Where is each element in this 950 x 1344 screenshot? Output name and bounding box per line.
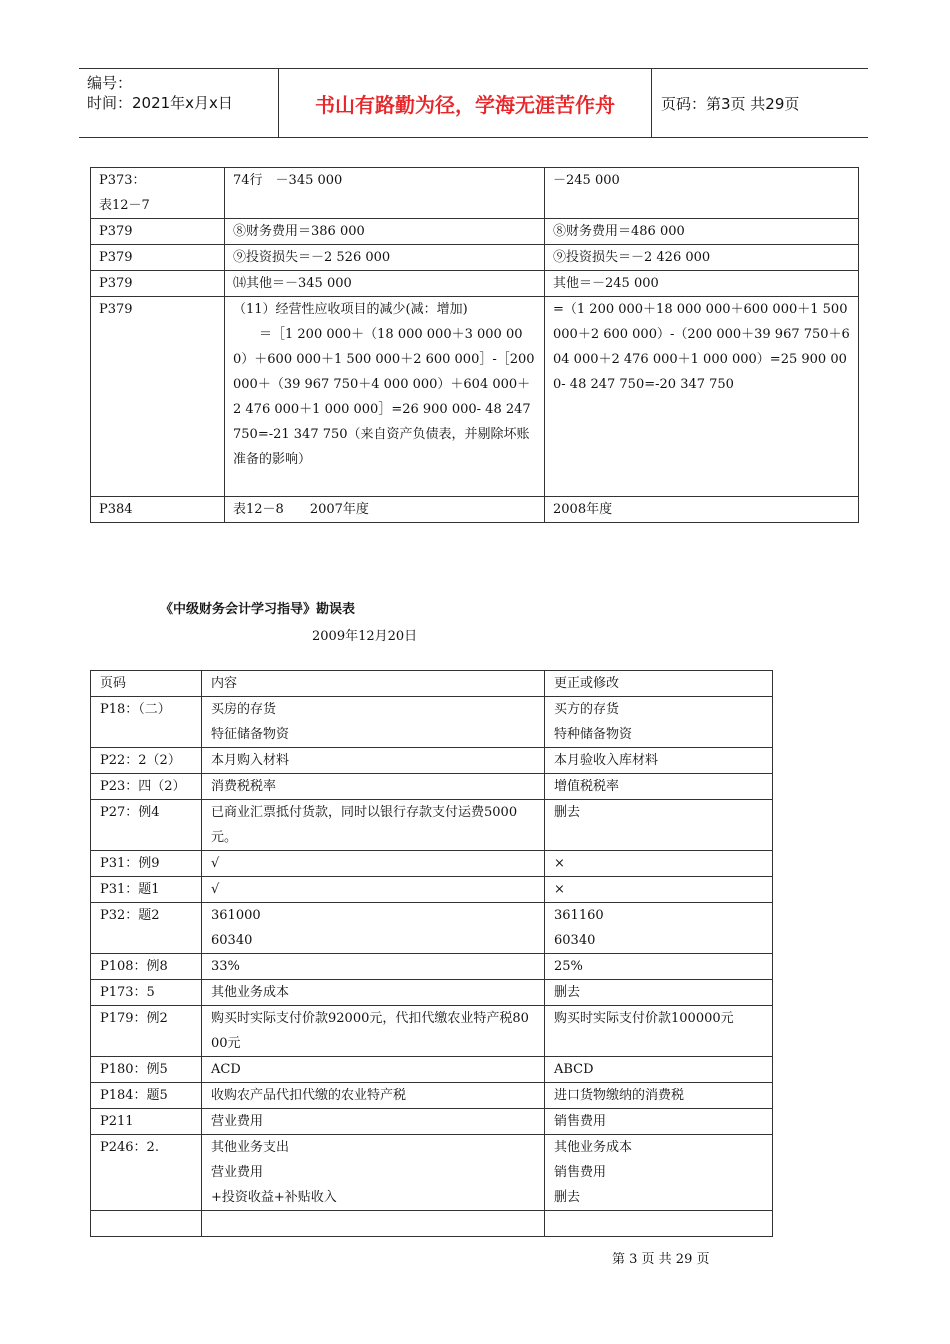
cell-page: P379: [91, 271, 225, 297]
cell-content: 收购农产品代扣代缴的农业特产税: [202, 1083, 545, 1109]
cell-content: 361000 60340: [202, 903, 545, 954]
cell-correction: 进口货物缴纳的消费税: [545, 1083, 773, 1109]
cell-correction: 361160 60340: [545, 903, 773, 954]
table-row: [91, 980, 773, 1006]
cell-content: 74行 －345 000: [225, 168, 545, 219]
cell-content: [202, 1211, 545, 1237]
table-row: [91, 1211, 773, 1237]
cell-correction: =（1 200 000＋18 000 000＋600 000＋1 500 000＋2 600 000）-（200 000＋39 967 750＋604 000＋2 476 000＋1 000 000）=25 900 000- 48 247 750=-20 347 750: [545, 297, 859, 497]
cell-page: P179：例2: [91, 1006, 202, 1057]
cell-correction: 删去: [545, 980, 773, 1006]
cell-correction: [545, 1211, 773, 1237]
cell-page: P23：四（2）: [91, 774, 202, 800]
header-cell-correction: 更正或修改: [545, 671, 773, 697]
header-cell-page: 页码: [91, 671, 202, 697]
cell-content: ⑧财务费用＝386 000: [225, 219, 545, 245]
cell-content: √: [202, 877, 545, 903]
cell-content: 其他业务成本: [202, 980, 545, 1006]
cell-content: ⒁其他＝－345 000: [225, 271, 545, 297]
cell-page: P108：例8: [91, 954, 202, 980]
cell-content: √: [202, 851, 545, 877]
cell-content: 消费税税率: [202, 774, 545, 800]
cell-page: P31：题1: [91, 877, 202, 903]
cell-page: P31：例9: [91, 851, 202, 877]
cell-page: P18：（二）: [91, 697, 202, 748]
cell-content: 买房的存货 特征储备物资: [202, 697, 545, 748]
cell-correction: ⑨投资损失＝－2 426 000: [545, 245, 859, 271]
cell-correction: 买方的存货 特种储备物资: [545, 697, 773, 748]
cell-page: P384: [91, 497, 225, 523]
table-row: [91, 851, 773, 877]
table-row: [91, 1057, 773, 1083]
cell-content: 已商业汇票抵付货款，同时以银行存款支付运费5000元。: [202, 800, 545, 851]
table-row: [91, 1135, 773, 1211]
cell-correction: 其他业务成本 销售费用 删去: [545, 1135, 773, 1211]
table-row: [91, 297, 859, 497]
table-row: [91, 245, 859, 271]
cell-correction: 2008年度: [545, 497, 859, 523]
cell-page: P379: [91, 245, 225, 271]
cell-correction: 25%: [545, 954, 773, 980]
cell-page: P173：5: [91, 980, 202, 1006]
cell-content: 其他业务支出 营业费用 +投资收益+补贴收入: [202, 1135, 545, 1211]
table-row: [91, 697, 773, 748]
table-row: [91, 1006, 773, 1057]
cell-content: ACD: [202, 1057, 545, 1083]
cell-page: P373： 表12－7: [91, 168, 225, 219]
cell-page: P246：2.: [91, 1135, 202, 1211]
cell-correction: 本月验收入库材料: [545, 748, 773, 774]
header-motto: 书山有路勤为径，学海无涯苦作舟: [279, 69, 652, 137]
cell-content: 33%: [202, 954, 545, 980]
cell-page: P379: [91, 219, 225, 245]
errata-table: [90, 670, 773, 1237]
cell-correction: 增值税税率: [545, 774, 773, 800]
cell-correction: ×: [545, 877, 773, 903]
table-row: [91, 748, 773, 774]
table-row: [91, 271, 859, 297]
cell-page: P22：2（2）: [91, 748, 202, 774]
cell-correction: 销售费用: [545, 1109, 773, 1135]
table-row: [91, 219, 859, 245]
cell-page: P211: [91, 1109, 202, 1135]
table-row: [91, 877, 773, 903]
page-footer: 第 3 页 共 29 页: [612, 1252, 710, 1267]
code-label: 编号：: [87, 74, 133, 92]
cell-correction: 购买时实际支付价款100000元: [545, 1006, 773, 1057]
page-header: [79, 68, 868, 138]
header-cell-content: 内容: [202, 671, 545, 697]
table-row: [91, 1083, 773, 1109]
table-row: [91, 1109, 773, 1135]
errata-title: 《中级财务会计学习指导》勘误表: [160, 602, 356, 617]
cell-page: P27：例4: [91, 800, 202, 851]
cell-page: P184：题5: [91, 1083, 202, 1109]
table-row: [91, 800, 773, 851]
table-row: [91, 168, 859, 219]
cell-content: 表12－8 2007年度: [225, 497, 545, 523]
header-page-label: 页码：第3页 共29页: [661, 94, 800, 113]
correction-table-top: [90, 167, 859, 523]
table-row: [91, 497, 859, 523]
table-row: [91, 774, 773, 800]
table-row: [91, 954, 773, 980]
cell-page: P379: [91, 297, 225, 497]
table-header-row: [91, 671, 773, 697]
time-label: 时间：2021年x月x日: [87, 94, 233, 112]
cell-page: [91, 1211, 202, 1237]
cell-correction: ×: [545, 851, 773, 877]
table-row: [91, 903, 773, 954]
cell-page: P180：例5: [91, 1057, 202, 1083]
cell-content: （11）经营性应收项目的减少(减：增加) ＝［1 200 000＋（18 000 000＋3 000 000）＋600 000＋1 500 000＋2 600 000］-［200 000＋（39 967 750＋4 000 000）＋604 000＋2 476 000＋1 000 000］=26 900 000- 48 247 750=-21 347 750（来自资产负债表，并剔除坏账准备的影响）: [225, 297, 545, 497]
cell-page: P32：题2: [91, 903, 202, 954]
header-meta: [79, 69, 279, 137]
cell-correction: －245 000: [545, 168, 859, 219]
cell-content: ⑨投资损失＝－2 526 000: [225, 245, 545, 271]
cell-correction: 删去: [545, 800, 773, 851]
cell-correction: 其他＝－245 000: [545, 271, 859, 297]
cell-correction: ABCD: [545, 1057, 773, 1083]
cell-content: 营业费用: [202, 1109, 545, 1135]
cell-content: 本月购入材料: [202, 748, 545, 774]
cell-content: 购买时实际支付价款92000元，代扣代缴农业特产税8000元: [202, 1006, 545, 1057]
errata-date: 2009年12月20日: [312, 629, 418, 644]
cell-correction: ⑧财务费用＝486 000: [545, 219, 859, 245]
